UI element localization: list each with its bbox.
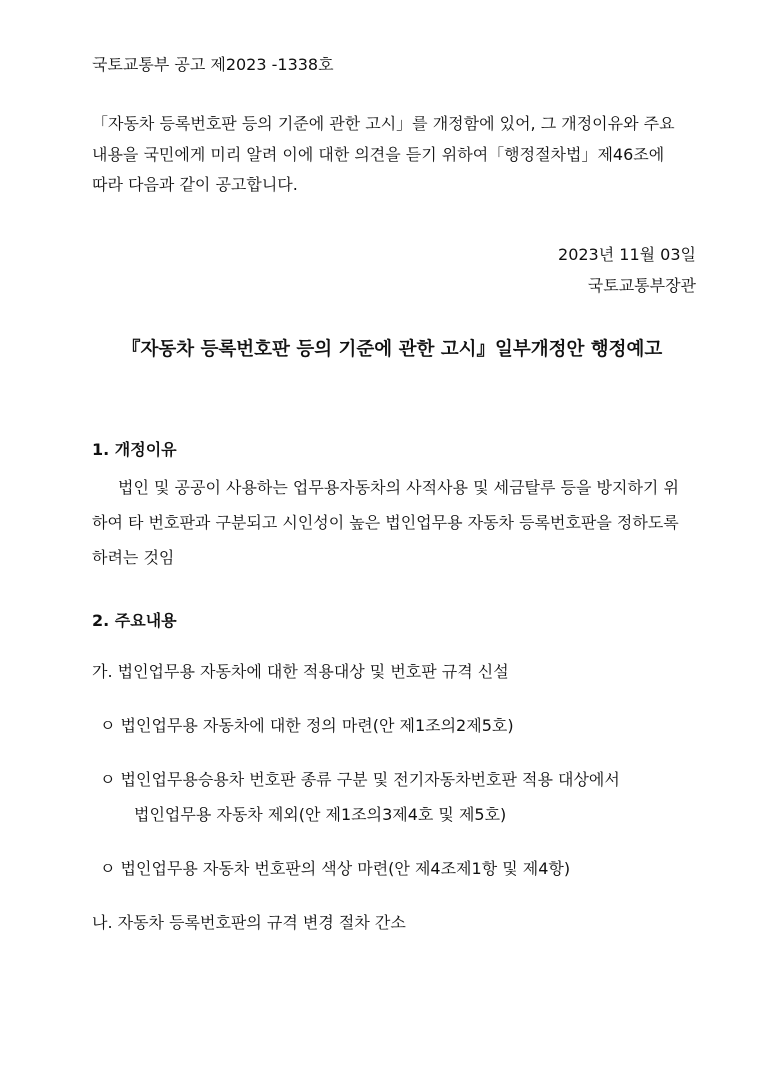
bullet-1: ㅇ 법인업무용 자동차에 대한 정의 마련(안 제1조의2제5호)	[100, 716, 514, 735]
bullet-2: ㅇ 법인업무용승용차 번호판 종류 구분 및 전기자동차번호판 적용 대상에서	[100, 770, 620, 789]
section-1-line-1: 법인 및 공공이 사용하는 업무용자동차의 사적사용 및 세금탈루 등을 방지하기 위	[118, 478, 679, 497]
section-1-line-2: 하여 타 번호판과 구분되고 시인성이 높은 법인업무용 자동차 등록번호판을 정하도록	[92, 513, 679, 532]
bullet-3: ㅇ 법인업무용 자동차 번호판의 색상 마련(안 제4조제1항 및 제4항)	[100, 859, 571, 878]
section-2-heading: 2. 주요내용	[92, 611, 177, 630]
item-ga: 가. 법인업무용 자동차에 대한 적용대상 및 번호판 규격 신설	[92, 662, 509, 681]
intro-line-3: 따라 다음과 같이 공고합니다.	[92, 175, 298, 194]
section-1-heading: 1. 개정이유	[92, 440, 177, 459]
document-title: 『자동차 등록번호판 등의 기준에 관한 고시』일부개정안 행정예고	[122, 339, 663, 360]
notice-date: 2023년 11월 03일	[558, 245, 696, 264]
notice-number: 국토교통부 공고 제2023 -1338호	[92, 55, 334, 74]
item-na: 나. 자동차 등록번호판의 규격 변경 절차 간소	[92, 913, 406, 932]
intro-line-1: 「자동차 등록번호판 등의 기준에 관한 고시」를 개정함에 있어, 그 개정이유와 주요	[92, 114, 675, 133]
bullet-2-continuation: 법인업무용 자동차 제외(안 제1조의3제4호 및 제5호)	[134, 805, 507, 824]
section-1-line-3: 하려는 것임	[92, 548, 175, 567]
issuer: 국토교통부장관	[587, 276, 696, 295]
intro-line-2: 내용을 국민에게 미리 알려 이에 대한 의견을 듣기 위하여「행정절차법」제46조에	[92, 145, 665, 164]
